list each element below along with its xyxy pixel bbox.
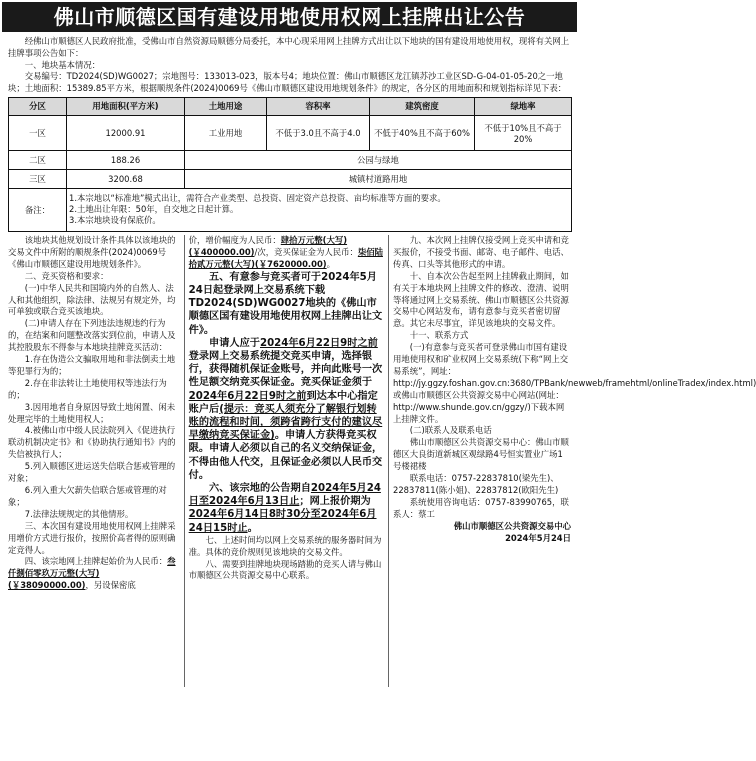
column-middle (185, 235, 389, 687)
announcement-page (2, 2, 756, 757)
announcement-period: 2024年5月24日至2024年6月13日止 (188, 482, 381, 508)
table-header-cell: 容积率 (267, 97, 370, 115)
text-run: 登录网上交易系统提交竞买申请，选择银行，获得随机保证金账号，并向此账号一次性足额交纳竞买保证金。竞买保证金须于 (188, 350, 383, 389)
deposit-value: 柒佰陆拾贰万元整(大写)(￥7620000.00) (188, 246, 383, 269)
list-item: 6.列入重大欠薪失信联合惩戒管理的对象； (8, 485, 167, 507)
notes-cell (67, 188, 572, 231)
land-zoning-table (8, 97, 572, 232)
table-cell-density: 不低于40%且不高于60% (370, 115, 475, 150)
section-heading: (二)联系人及联系电话 (409, 425, 492, 436)
list-item: 2.存在非法转让土地使用权等违法行为的； (8, 377, 167, 400)
contact-address: 佛山市顺德区公共资源交易中心：佛山市顺德区大良街道新城区观绿路4号恒实置业广场1号楼裙楼 (393, 437, 569, 472)
intro-paragraph: 经佛山市顺德区人民政府批准，受佛山市自然资源局顺德分局委托，本中心现采用网上挂牌方式出让以下地块的国有建设用地使用权，现将有关网上挂牌事项公告如下： (8, 36, 570, 58)
table-cell-area: 12000.91 (67, 115, 185, 150)
deadline-1: 2024年6月22日9时之前 (259, 337, 378, 349)
start-price-tail: ，另设保密底 (85, 580, 136, 591)
paragraph: (二)申请人存在下列违法违规违约行为的，在结案和问题整改落实到位前，申请人及其控股股东不得参与本地块挂牌竞买活动： (8, 318, 176, 353)
start-price-value: 叁仟捌佰零玖万元整(大写)(￥38090000.00) (8, 556, 176, 591)
column-right (389, 234, 756, 687)
bidding-period: 2024年6月14日8时30分至2024年6月24日15时止 (188, 509, 377, 534)
note-item: 2.土地出让年限：50年，自交地之日起计算。 (69, 204, 239, 215)
deadline-2: 2024年6月22日9时之前 (188, 390, 307, 402)
intro-section (2, 32, 577, 95)
table-header-cell: 分区 (9, 97, 67, 115)
text-run: 。 (247, 522, 258, 534)
body-columns (8, 234, 756, 687)
table-header-row (9, 97, 572, 115)
note-item: 1.本宗地以“标准地”模式出让，需符合产业类型、总投资、固定资产总投资、亩均标准等方面的要求。 (69, 193, 446, 204)
section-heading-land-info: 一、地块基本情况： (24, 59, 101, 70)
notes-label: 备注： (9, 188, 67, 231)
start-price-lead: 四、该宗地网上挂牌起始价为人民币： (24, 556, 168, 567)
paragraph-site-visit: 八、需要到挂牌地块现场踏勘的竞买人请与佛山市顺德区公共资源交易中心联系。 (188, 558, 382, 581)
paragraph: 十、自本次公告起至网上挂牌截止期间，如有关于本地块网上挂牌文件的修改、澄清、说明等将通过网上交易系统、佛山市顺德区公共资源交易中心网站发布，请有意参与竞买者密切留意。其它未尽事宜，详见该地块的交易文件。 (393, 270, 569, 329)
contact-phones: 联系电话：0757-22837810(梁先生)、22837811(陈小姐)、22837812(欧阳先生) (393, 473, 559, 496)
paragraph: 该地块其他规划设计条件具体以该地块的交易文件中所附的顺规条件(2024)0069号《佛山市顺德区建设用地规划条件》。 (8, 234, 176, 269)
issue-date: 2024年5月24日 (505, 532, 571, 543)
text-run: 。 (326, 258, 335, 269)
paragraph: (一)中华人民共和国境内外的自然人、法人和其他组织，除法律、法规另有规定外，均可单独或联合竞买该地块。 (8, 282, 176, 317)
text-run: ；网上报价期为 (299, 496, 371, 508)
table-row (9, 169, 572, 188)
table-cell-far: 不低于3.0且不高于4.0 (267, 115, 370, 150)
table-header-cell: 用地面积(平方米) (67, 97, 185, 115)
table-cell-use-merged: 公园与绿地 (185, 150, 572, 169)
text-run: 申请人应于 (209, 337, 260, 349)
paragraph: 九、本次网上挂牌仅接受网上竞买申请和竞买报价，不接受书面、邮寄、电子邮件、电话、传真、口头等其他形式的申请。 (393, 234, 569, 269)
table-header-cell: 土地用途 (185, 97, 267, 115)
paragraph-price-increment (189, 235, 384, 271)
table-cell-use: 工业用地 (185, 115, 267, 150)
text-run: 六、该宗地的公告期自 (209, 482, 311, 494)
announcement-title: 佛山市顺德区国有建设用地使用权网上挂牌出让公告 (2, 2, 577, 32)
text-run: 价，增价幅度为人民币： (188, 234, 281, 245)
paragraph-start-price (8, 556, 180, 592)
text-run: 到达本中心指定账户后 (188, 390, 378, 415)
paragraph-websites: (一)有意参与竞买者可登录佛山市国有建设用地使用权和矿业权网上交易系统(下称“网上交易系统”，网址：http://jy.ggzy.foshan.gov.cn:3680/TPBank/newweb/framehtml/onlineTradex/index.html)或佛山市顺德区公共资源交易中心网站(网址：http://www.shunde.gov.cn/ggzy/)下载本网上挂牌文件。 (393, 342, 756, 424)
paragraph-application (189, 337, 384, 482)
deposit-tip: (提示：竞买人须充分了解银行划转账的流程和时间，须跨省跨行支付的建议尽早缴纳竞买保证金) (188, 403, 383, 442)
paragraph: 三、本次国有建设用地使用权网上挂牌采用增价方式进行报价，按照价高者得的原则确定竞得人。 (8, 520, 176, 555)
table-cell-use-merged: 城镇村道路用地 (185, 169, 572, 188)
table-cell-zone: 二区 (9, 150, 67, 169)
table-notes-row (9, 188, 572, 231)
note-item: 3.本宗地块设有保底价。 (69, 215, 161, 226)
table-header-cell: 绿地率 (475, 97, 572, 115)
list-item: 4.被佛山市中级人民法院列入《促进执行联动机制决定书》和《协助执行通知书》内的失信被执行人； (8, 425, 176, 460)
paragraph-download: 五、有意参与竞买者可于2024年5月24日起登录网上交易系统下载TD2024(SD)WG0027地块的《佛山市顺德区国有建设用地使用权网上挂牌出让文件》。 (188, 271, 383, 336)
list-item: 5.列入顺德区进运送失信联合惩戒管理的对象； (8, 461, 176, 484)
section-heading: 十一、联系方式 (409, 330, 469, 341)
list-item: 7.法律法规规定的其他情形。 (24, 508, 134, 519)
table-cell-area: 3200.68 (67, 169, 185, 188)
land-info-paragraph: 交易编号：TD2024(SD)WG0027；宗地图号：133013-023，版本号4；地块位置：佛山市顺德区龙江镇苏沙工业区SD-G-04-01-05-20之一地块；土地面积：15389.85平方米，根据顺规条件(2024)0069号《佛山市顺德区建设用地规划条件》的规定，各分区的用地面积和规划指标详见下表： (8, 71, 567, 94)
table-cell-zone: 一区 (9, 115, 67, 150)
text-run: /次，竞买保证金为人民币： (254, 246, 358, 257)
section-heading: 二、竞买资格和要求： (24, 270, 109, 281)
list-item: 1.存在伪造公文骗取用地和非法倒卖土地等犯罪行为的； (8, 354, 176, 376)
increment-value: 肆拾万元整(大写)(￥400000.00) (188, 234, 348, 257)
paragraph-time-basis: 七、上述时间均以网上交易系统的服务器时间为准。具体的竞价规则见该地块的交易文件。 (188, 534, 382, 557)
table-row (9, 115, 572, 150)
table-cell-area: 188.26 (67, 150, 185, 169)
table-header-cell: 建筑密度 (370, 97, 475, 115)
list-item: 3.因用地者自身原因导致土地闲置、闲未处理完毕的土地使用权人； (8, 401, 176, 424)
issuer-signature: 佛山市顺德区公共资源交易中心 (453, 520, 571, 531)
text-run: 。申请人方获得竞买权限。申请人必须以自己的名义交纳保证金，不得由他人代交，且保证金必须以人民币交付。 (188, 430, 383, 481)
table-row (9, 150, 572, 169)
table-cell-green: 不低于10%且不高于20% (475, 115, 572, 150)
paragraph-schedule (189, 482, 384, 535)
table-cell-zone: 三区 (9, 169, 67, 188)
column-left (8, 235, 185, 687)
support-phone: 系统使用咨询电话：0757-83990765，联系人：蔡工 (393, 496, 569, 519)
